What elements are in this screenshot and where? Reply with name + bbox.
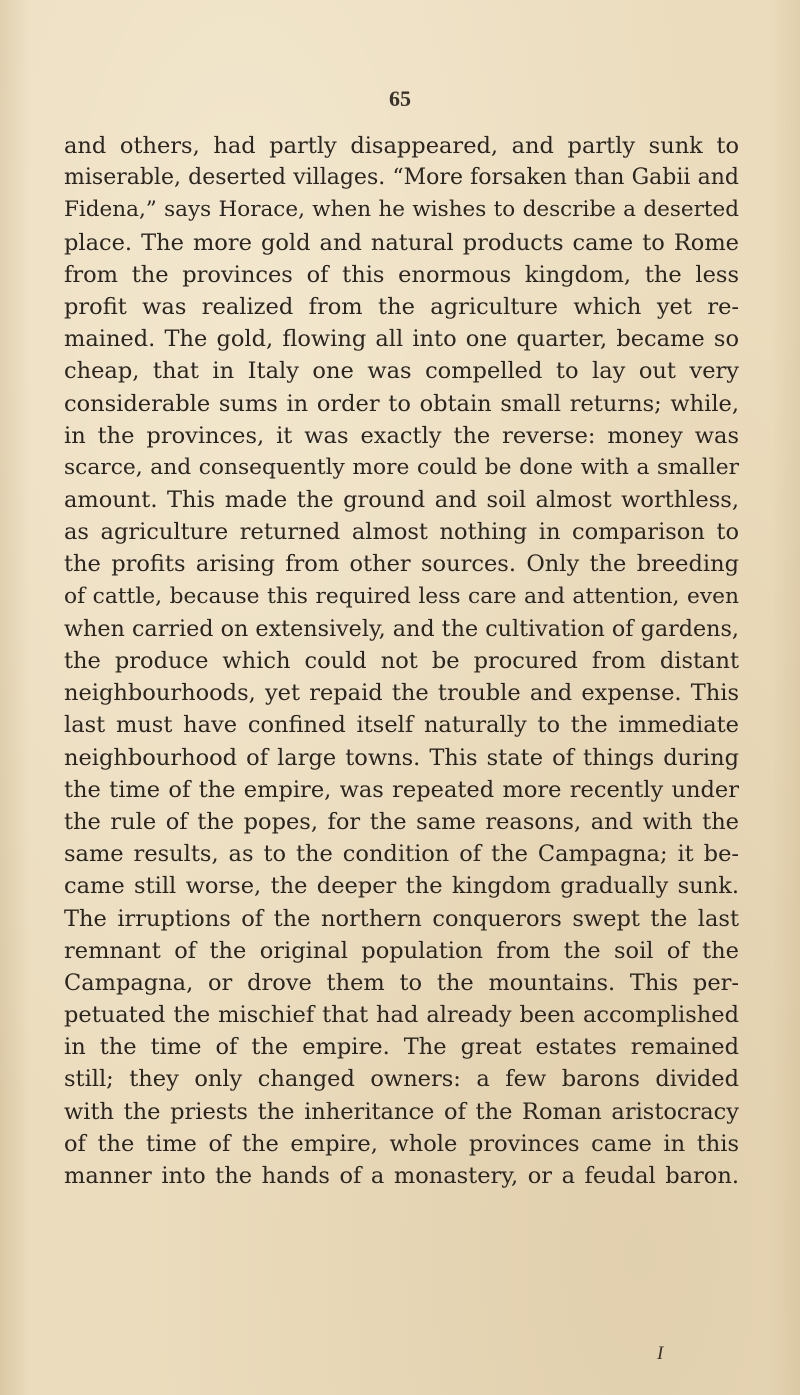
- text-line: remnant of the original population from the soil of the: [64, 937, 739, 964]
- text-line: last must have confined itself naturally to the immediate: [64, 712, 739, 739]
- text-line: Campagna, or drove them to the mountains. This per-: [64, 969, 739, 996]
- text-line: of the time of the empire, whole provinces came in this: [64, 1130, 739, 1157]
- text-line: the rule of the popes, for the same reasons, and with the: [64, 808, 739, 835]
- text-line: neighbourhoods, yet repaid the trouble and expense. This: [64, 680, 739, 707]
- text-line: manner into the hands of a monastery, or a feudal baron.: [64, 1163, 739, 1189]
- text-line: of cattle, because this required less care and attention, even: [64, 583, 739, 609]
- text-line: place. The more gold and natural products came to Rome: [64, 229, 739, 256]
- text-line: the profits arising from other sources. Only the breeding: [64, 551, 739, 578]
- body-text: [64, 130, 739, 1192]
- text-line: with the priests the inheritance of the Roman aristocracy: [64, 1098, 739, 1125]
- text-line: from the provinces of this enormous kingdom, the less: [64, 261, 739, 288]
- text-line: amount. This made the ground and soil almost worthless,: [64, 487, 739, 514]
- text-line: when carried on extensively, and the cultivation of gardens,: [64, 615, 739, 642]
- text-line: petuated the mischief that had already been accomplished: [64, 1002, 739, 1029]
- text-line: cheap, that in Italy one was compelled to lay out very: [64, 358, 739, 385]
- text-line: neighbourhood of large towns. This state of things during: [64, 744, 739, 771]
- text-line: came still worse, the deeper the kingdom gradually sunk.: [64, 873, 739, 900]
- text-line: The irruptions of the northern conquerors swept the last: [64, 905, 739, 932]
- text-line: scarce, and consequently more could be done with a smaller: [64, 454, 739, 480]
- text-line: and others, had partly disappeared, and partly sunk to: [64, 133, 739, 159]
- text-line: in the provinces, it was exactly the reverse: money was: [64, 422, 739, 449]
- text-line: in the time of the empire. The great estates remained: [64, 1034, 739, 1061]
- text-line: the produce which could not be procured from distant: [64, 648, 739, 674]
- text-line: considerable sums in order to obtain small returns; while,: [64, 390, 739, 417]
- text-line: Fidena,” says Horace, when he wishes to describe a deserted: [64, 197, 739, 223]
- text-line: still; they only changed owners: a few barons divided: [64, 1066, 739, 1093]
- text-line: same results, as to the condition of the Campagna; it be-: [64, 841, 739, 868]
- page-number: 65: [389, 86, 411, 111]
- signature-mark: I: [657, 1343, 664, 1364]
- text-line: as agriculture returned almost nothing in comparison to: [64, 519, 739, 546]
- text-line: miserable, deserted villages. “More forsaken than Gabii and: [64, 165, 739, 191]
- text-line: profit was realized from the agriculture which yet re-: [64, 293, 739, 320]
- text-line: the time of the empire, was repeated more recently under: [64, 776, 739, 803]
- text-line: mained. The gold, flowing all into one quarter, became so: [64, 326, 739, 353]
